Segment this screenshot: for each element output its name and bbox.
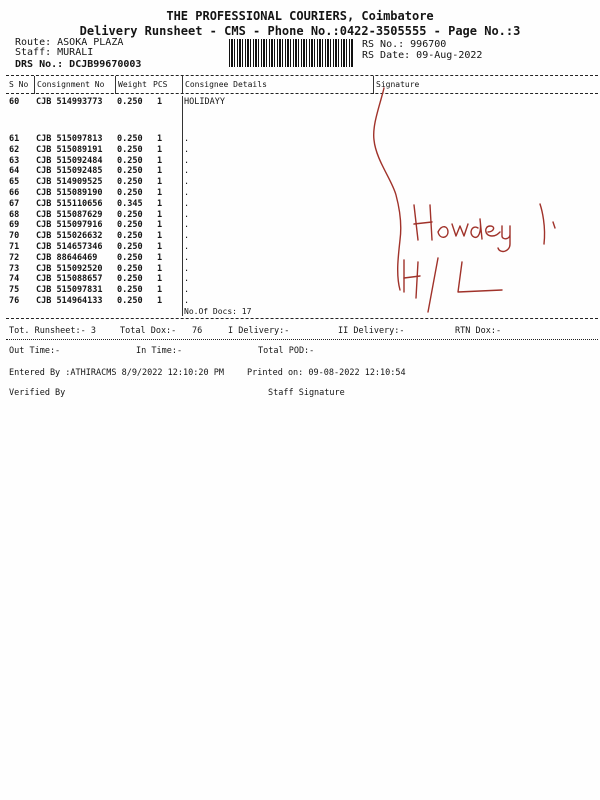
row-weight: 0.250 [117,209,143,220]
row-consignee: . [184,134,190,144]
row-pcs: 1 [157,263,163,274]
row-pcs: 1 [157,242,163,252]
row-weight: 0.250 [117,155,143,166]
row-pcs: 1 [157,285,163,296]
row-sno: 74 [9,274,20,285]
row-sno: 65 [9,177,20,188]
row-consignee: . [184,252,190,263]
row-sno: 71 [9,242,20,252]
row-sno: 73 [9,263,20,274]
row-consignee: . [184,144,190,155]
row-consignee: . [184,285,190,296]
total-dox-label: Total Dox:- [120,326,177,336]
row-consignee: . [184,231,190,242]
printed-on: Printed on: 09-08-2022 12:10:54 [247,368,406,378]
row-consignment: CJB 515087629 [36,209,103,220]
row-consignee: . [184,188,190,198]
row-consignee: . [184,198,190,209]
row-sno: 62 [9,144,20,155]
runsheet-subtitle: Delivery Runsheet - CMS - Phone No.:0422-3505555 - Page No.:3 [79,24,521,38]
row-sno: 76 [9,296,20,306]
row-weight: 0.250 [117,252,143,263]
row-pcs: 1 [157,231,163,242]
row-consignment: CJB 515088657 [36,274,103,285]
i-delivery: I Delivery:- [228,326,290,336]
total-dox-value: 76 [192,326,203,336]
row-consignment: CJB 515089191 [36,144,103,155]
row-consignment: CJB 515092485 [36,166,103,177]
row-consignee: . [184,274,190,285]
row-sno: 63 [9,155,20,166]
row-consignee: . [184,209,190,220]
row-pcs: 1 [157,220,163,231]
route-label: Route: ASOKA PLAZA [15,37,124,48]
row-weight: 0.250 [117,144,143,155]
row-weight: 0.250 [117,274,143,285]
drs-number: DRS No.: DCJB99670003 [15,59,142,70]
rs-number: RS No.: 996700 [362,39,447,50]
row-pcs: 1 [157,177,163,188]
row-sno: 68 [9,209,20,220]
column-header-signature: Signature [376,80,420,89]
row-weight: 0.250 [117,285,143,296]
row-consignment: CJB 515097813 [36,134,103,144]
row-pcs: 1 [157,188,163,198]
row-consignee: . [184,177,190,188]
row-consignee: . [184,155,190,166]
row-weight: 0.250 [117,188,143,198]
rs-date: RS Date: 09-Aug-2022 [362,50,483,61]
row-sno: 66 [9,188,20,198]
row-weight: 0.250 [117,263,143,274]
staff-label: Staff: MURALI [15,47,94,58]
row-weight: 0.250 [117,231,143,242]
row-sno: 67 [9,198,20,209]
docs-count: No.Of Docs: 17 [184,307,252,316]
column-header-consignee: Consignee Details [185,80,267,89]
company-title: THE PROFESSIONAL COURIERS, Coimbatore [166,9,434,23]
row-sno: 60 [9,97,20,107]
row-sno: 69 [9,220,20,231]
row-pcs: 1 [157,296,163,306]
staff-signature: Staff Signature [268,388,345,398]
row-consignment: CJB 514964133 [36,296,103,306]
row-pcs: 1 [157,97,163,107]
column-header-pcs: PCS [153,80,168,89]
row-weight: 0.250 [117,242,143,252]
row-consignment: CJB 515092520 [36,263,103,274]
out-time: Out Time:- [9,346,61,356]
ii-delivery: II Delivery:- [338,326,405,336]
row-consignment: CJB 515097831 [36,285,103,296]
in-time: In Time:- [136,346,183,356]
row-weight: 0.250 [117,220,143,231]
row-pcs: 1 [157,155,163,166]
row-weight: 0.250 [117,97,143,107]
row-weight: 0.345 [117,198,143,209]
row-consignment: CJB 514657346 [36,242,103,252]
row-pcs: 1 [157,274,163,285]
row-pcs: 1 [157,252,163,263]
rtn-dox: RTN Dox:- [455,326,502,336]
column-header-weight: Weight [118,80,147,89]
row-consignment: CJB 514909525 [36,177,103,188]
row-sno: 70 [9,231,20,242]
row-consignment: CJB 515110656 [36,198,103,209]
row-consignment: CJB 515026632 [36,231,103,242]
row-consignment: CJB 515092484 [36,155,103,166]
verified-by: Verified By [9,388,66,398]
row-pcs: 1 [157,134,163,144]
row-consignment: CJB 88646469 [36,252,98,263]
row-sno: 75 [9,285,20,296]
entered-by: Entered By :ATHIRACMS 8/9/2022 12:10:20 PM [9,368,224,378]
row-pcs: 1 [157,198,163,209]
row-consignment: CJB 515097916 [36,220,103,231]
column-header-sno: S No [9,80,29,89]
row-pcs: 1 [157,209,163,220]
row-consignment: CJB 515089190 [36,188,103,198]
tot-runsheet: Tot. Runsheet:- 3 [9,326,96,336]
row-consignee: HOLIDAYY [184,97,225,107]
row-sno: 64 [9,166,20,177]
row-weight: 0.250 [117,166,143,177]
row-consignee: . [184,242,190,252]
total-pod: Total POD:- [258,346,315,356]
row-sno: 72 [9,252,20,263]
row-pcs: 1 [157,166,163,177]
row-pcs: 1 [157,144,163,155]
row-consignee: . [184,220,190,231]
row-consignee: . [184,263,190,274]
row-consignee: . [184,166,190,177]
row-consignment: CJB 514993773 [36,97,103,107]
row-weight: 0.250 [117,177,143,188]
row-weight: 0.250 [117,134,143,144]
row-sno: 61 [9,134,20,144]
row-weight: 0.250 [117,296,143,306]
row-consignee: . [184,296,190,306]
column-header-consignment: Consignment No [37,80,105,89]
